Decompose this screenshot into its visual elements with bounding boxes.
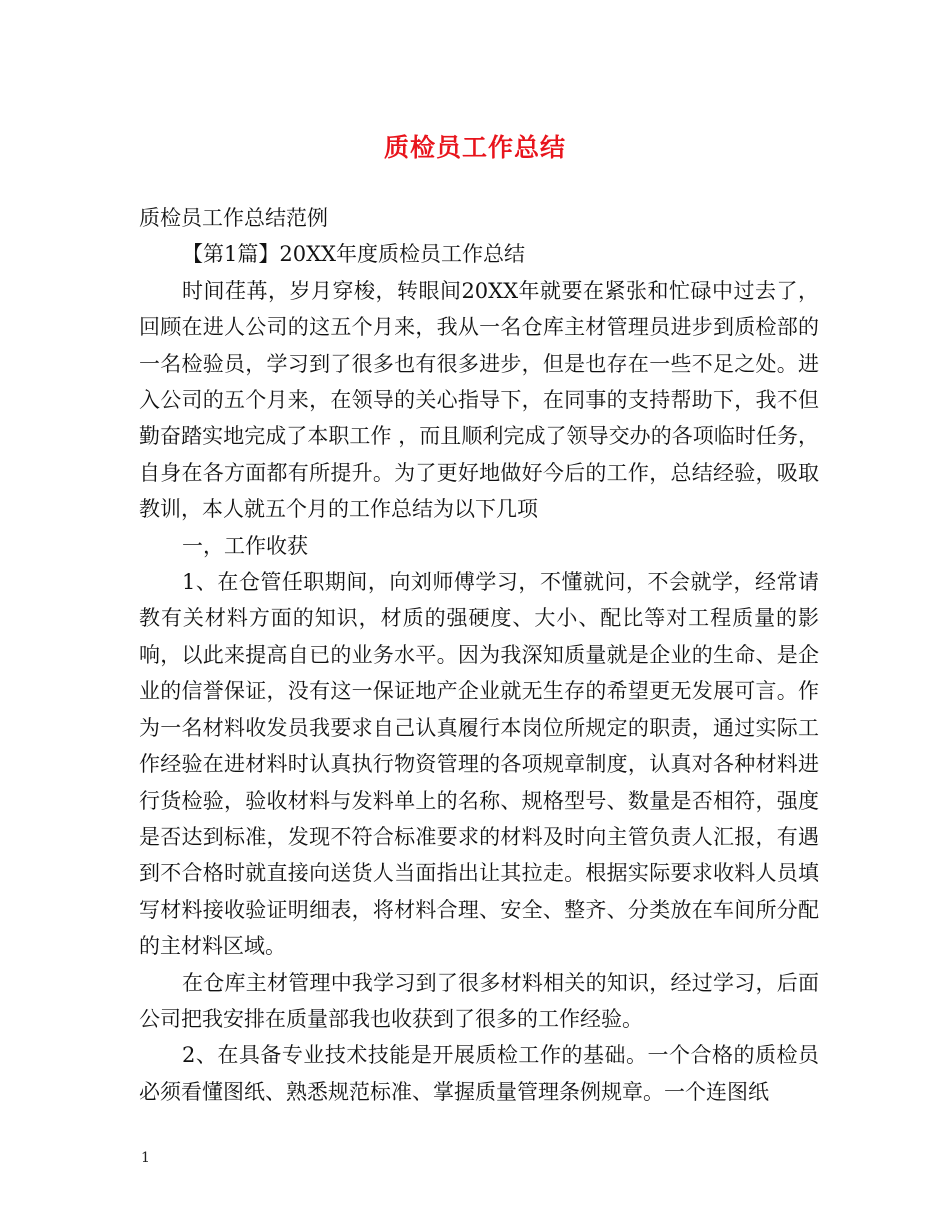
paragraph-item-2: 2、在具备专业技术技能是开展质检工作的基础。一个合格的质检员必须看懂图纸、熟悉规范标准、掌握质量管理条例规章。一个连图纸: [139, 1043, 819, 1104]
paragraph-intro: 时间荏苒，岁月穿梭，转眼间20XX年就要在紧张和忙碌中过去了，回顾在进人公司的这五个月来，我从一名仓库主材管理员进步到质检部的一名检验员，学习到了很多也有很多进步，但是也存在一些不足之处。进入公司的五个月来，在领导的关心指导下，在同事的支持帮助下，我不但勤奋踏实地完成了本职工作 ，而且顺利完成了领导交办的各项临时任务，自身在各方面都有所提升。为了更好地做好今后的工作，总结经验，吸取教训，本人就五个月的工作总结为以下几项: [139, 278, 819, 522]
paragraph-warehouse: 在仓库主材管理中我学习到了很多材料相关的知识，经过学习，后面公司把我安排在质量部我也收获到了很多的工作经验。: [139, 970, 819, 1031]
paragraph-item-1: 1、在仓管任职期间，向刘师傅学习，不懂就问，不会就学，经常请教有关材料方面的知识，材质的强硬度、大小、配比等对工程质量的影响，以此来提高自已的业务水平。因为我深知质量就是企业的生命、是企业的信誉保证，没有这一保证地产企业就无生存的希望更无发展可言。作为一名材料收发员我要求自己认真履行本岗位所规定的职责，通过实际工作经验在进材料时认真执行物资管理的各项规章制度，认真对各种材料进行货检验，验收材料与发料单上的名称、规格型号、数量是否相符，强度是否达到标准，发现不符合标准要求的材料及时向主管负责人汇报，有遇到不合格时就直接向送货人当面指出让其拉走。根据实际要求收料人员填写材料接收验证明细表，将材料合理、安全、整齐、分类放在车间所分配的主材料区域。: [139, 570, 819, 959]
document-subtitle: 质检员工作总结范例: [139, 206, 328, 230]
page-title: 质检员工作总结: [383, 133, 566, 162]
section-heading: 【第1篇】20XX年度质检员工作总结: [182, 242, 525, 267]
document-body: [139, 200, 819, 1110]
paragraph-heading-gains: 一，工作收获: [182, 533, 308, 558]
page-number: 1: [141, 1150, 150, 1166]
